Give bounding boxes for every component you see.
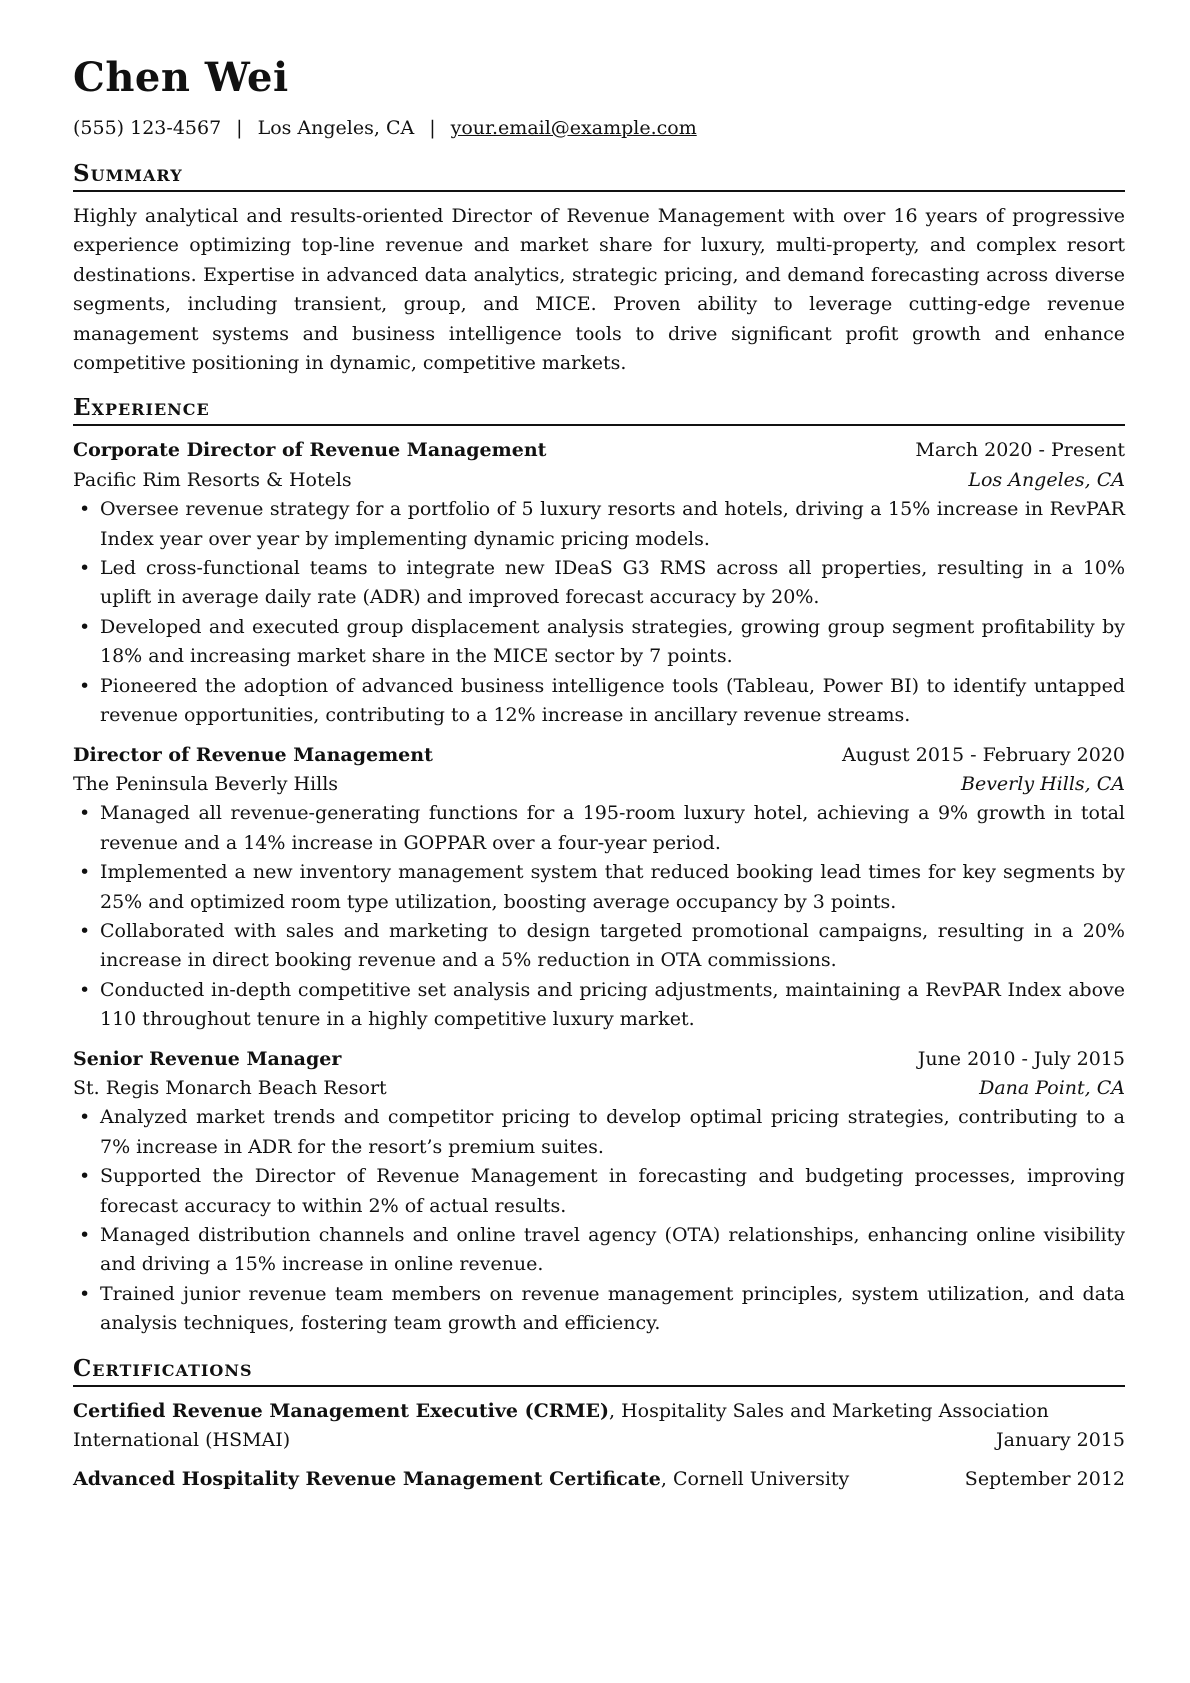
job-entry	[73, 741, 1125, 1035]
bullet-icon: •	[79, 674, 91, 697]
bullet-icon: •	[79, 557, 91, 580]
section-divider	[73, 1385, 1125, 1387]
company-name: St. Regis Monarch Beach Resort	[73, 1076, 387, 1099]
bullet-icon: •	[79, 1106, 91, 1129]
bullet-icon: •	[79, 1165, 91, 1188]
certification-date: September 2012	[964, 1468, 1125, 1491]
job-bullet: • Developed and executed group displacement analysis strategies, growing group segment profitability by 18% and increasing market share in the MICE sector by 7 points.	[73, 613, 1125, 672]
certification-entry	[73, 1397, 1125, 1456]
job-dates: March 2020 - Present	[915, 439, 1125, 462]
bullet-icon: •	[79, 1282, 91, 1305]
job-dates: June 2010 - July 2015	[917, 1047, 1125, 1070]
email-link[interactable]: your.email@example.com	[450, 117, 697, 139]
job-bullet: • Pioneered the adoption of advanced business intelligence tools (Tableau, Power BI) to identify untapped revenue opportunities, contributing to a 12% increase in ancillary revenue streams.	[73, 672, 1125, 731]
company-name: Pacific Rim Resorts & Hotels	[73, 468, 352, 491]
job-title: Corporate Director of Revenue Management	[73, 439, 547, 462]
certification-name: Advanced Hospitality Revenue Management Certificate	[73, 1468, 661, 1491]
contact-separator: |	[429, 117, 436, 139]
job-title: Director of Revenue Management	[73, 743, 433, 766]
job-dates: August 2015 - February 2020	[841, 743, 1125, 766]
job-location: Beverly Hills, CA	[960, 772, 1125, 795]
job-location: Los Angeles, CA	[968, 468, 1125, 491]
summary-text: Highly analytical and results-oriented Director of Revenue Management with over 16 years of progressive experience optimizing top-line revenue and market share for luxury, multi-property, and complex resort destinations. Expertise in advanced data analytics, strategic pricing, and demand forecasting across diverse segments, including transient, group, and MICE. Proven ability to leverage cutting-edge revenue management systems and business intelligence tools to drive significant profit growth and enhance competitive positioning in dynamic, competitive markets.	[73, 205, 1125, 375]
experience-section	[73, 394, 1125, 1338]
bullet-icon: •	[79, 861, 91, 884]
certification-name: Certified Revenue Management Executive (CRME)	[73, 1399, 610, 1422]
certification-entry	[73, 1465, 1125, 1494]
experience-heading: Experience	[73, 394, 210, 422]
job-entry	[73, 1045, 1125, 1339]
job-bullets	[73, 495, 1125, 730]
bullet-icon: •	[79, 919, 91, 942]
bullet-icon: •	[79, 498, 91, 521]
summary-section	[73, 160, 1125, 378]
phone-number: (555) 123-4567	[73, 117, 222, 139]
job-bullet: • Managed all revenue-generating functions for a 195-room luxury hotel, achieving a 9% growth in total revenue and a 14% increase in GOPPAR over a four-year period.	[73, 799, 1125, 858]
job-bullet: • Analyzed market trends and competitor pricing to develop optimal pricing strategies, contributing to a 7% increase in ADR for the resort’s premium suites.	[73, 1103, 1125, 1162]
job-bullet: • Managed distribution channels and online travel agency (OTA) relationships, enhancing online visibility and driving a 15% increase in online revenue.	[73, 1221, 1125, 1280]
contact-line	[73, 116, 1125, 140]
certification-issuer-cont: International (HSMAI)	[73, 1429, 291, 1452]
summary-heading: Summary	[73, 160, 183, 187]
job-bullet: • Trained junior revenue team members on revenue management principles, system utilization, and data analysis techniques, fostering team growth and efficiency.	[73, 1280, 1125, 1339]
certifications-section	[73, 1355, 1125, 1495]
certification-date: January 2015	[996, 1429, 1125, 1452]
job-bullets	[73, 1103, 1125, 1338]
job-entry	[73, 436, 1125, 730]
candidate-name: Chen Wei	[73, 54, 289, 101]
job-title: Senior Revenue Manager	[73, 1047, 342, 1070]
contact-separator: |	[236, 117, 243, 139]
resume-page	[73, 54, 1125, 1495]
certification-issuer: , Hospitality Sales and Marketing Association	[609, 1399, 1049, 1422]
job-location: Dana Point, CA	[979, 1076, 1125, 1099]
contact-location: Los Angeles, CA	[257, 117, 415, 139]
bullet-icon: •	[79, 615, 91, 638]
certification-issuer: , Cornell University	[660, 1468, 850, 1491]
job-bullets	[73, 799, 1125, 1034]
bullet-icon: •	[79, 1224, 91, 1246]
job-bullet: • Led cross-functional teams to integrate new IDeaS G3 RMS across all properties, resulting in a 10% uplift in average daily rate (ADR) and improved forecast accuracy by 20%.	[73, 554, 1125, 613]
section-divider	[73, 190, 1125, 192]
job-bullet: • Implemented a new inventory management system that reduced booking lead times for key segments by 25% and optimized room type utilization, boosting average occupancy by 3 points.	[73, 858, 1125, 917]
job-bullet: • Collaborated with sales and marketing to design targeted promotional campaigns, resulting in a 20% increase in direct booking revenue and a 5% reduction in OTA commissions.	[73, 917, 1125, 976]
section-divider	[73, 424, 1125, 426]
job-bullet: • Conducted in-depth competitive set analysis and pricing adjustments, maintaining a RevPAR Index above 110 throughout tenure in a highly competitive luxury market.	[73, 976, 1125, 1035]
company-name: The Peninsula Beverly Hills	[73, 772, 339, 795]
bullet-icon: •	[79, 802, 91, 825]
job-bullet: • Supported the Director of Revenue Management in forecasting and budgeting processes, improving forecast accuracy to within 2% of actual results.	[73, 1162, 1125, 1221]
bullet-icon: •	[79, 978, 91, 1001]
job-bullet: • Oversee revenue strategy for a portfolio of 5 luxury resorts and hotels, driving a 15% increase in RevPAR Index year over year by implementing dynamic pricing models.	[73, 495, 1125, 554]
certifications-heading: Certifications	[73, 1354, 253, 1382]
